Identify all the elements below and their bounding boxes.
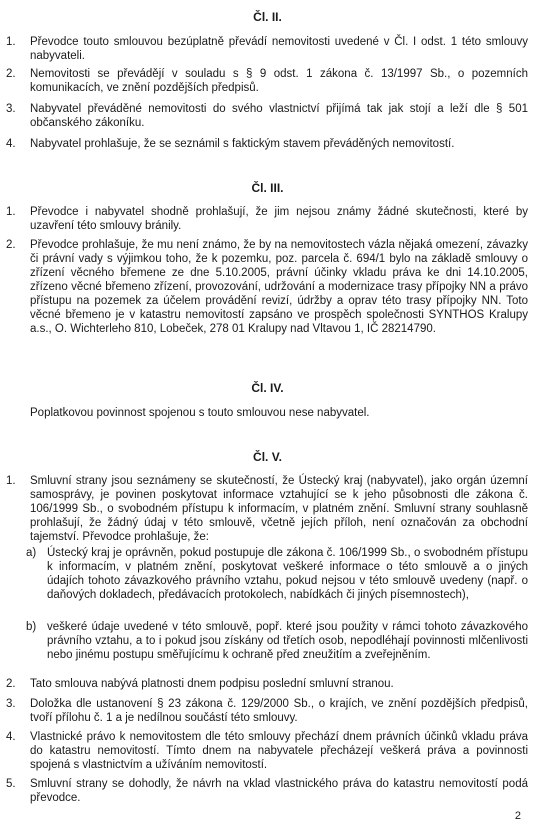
list-item — [6, 102, 528, 130]
sub-item-label: a) — [26, 547, 37, 559]
item-number: 1. — [6, 475, 16, 487]
item-text: Nemovitosti se převádějí v souladu s § 9 odst. 1 zákona č. 13/1997 Sb., o pozemních komunikacích, ve znění pozdějších předpisů. — [30, 68, 528, 94]
sub-item-text: veškeré údaje uvedené v této smlouvě, popř. které jsou použity v rámci tohoto závazkového právního vztahu, a to i pokud jsou získány od třetích osob, nepodléhají povinnosti mlčenlivosti nebo jinému postupu směřujícímu k ochraně před zneužitím a zveřejněním. — [47, 621, 528, 661]
article-heading: Čl. III. — [251, 181, 284, 195]
article-heading: Čl. II. — [253, 10, 282, 24]
list-item — [6, 205, 528, 233]
item-number: 3. — [6, 103, 16, 115]
article-heading: Čl. V. — [253, 450, 282, 464]
item-text: Nabyvatel prohlašuje, že se seznámil s faktickým stavem převáděných nemovitostí. — [30, 138, 455, 150]
item-number: 2. — [6, 678, 16, 690]
list-item — [6, 697, 528, 725]
item-number: 4. — [6, 138, 16, 150]
item-number: 4. — [6, 731, 16, 743]
page-number: 2 — [514, 810, 521, 822]
list-item — [6, 67, 528, 95]
item-text: Smluvní strany se dohodly, že návrh na vklad vlastnického práva do katastru nemovitostí podá převodce. — [30, 778, 528, 804]
item-text: Doložka dle ustanovení § 23 zákona č. 129/2000 Sb., o krajích, ve znění pozdějších předpisů, tvoří přílohu č. 1 a je nedílnou součástí této smlouvy. — [30, 698, 528, 724]
list-item — [6, 677, 528, 691]
item-number: 1. — [6, 206, 16, 218]
item-text: Nabyvatel převáděné nemovitosti do svého vlastnictví přijímá tak jak stojí a leží dle § 501 občanského zákoníku. — [30, 103, 528, 129]
item-text: Převodce prohlašuje, že mu není známo, že by na nemovitostech vázla nějaká omezení, závazky či právní vady s výjimkou toho, že k pozemku, poz. parcela č. 694/1 bylo na základě smlouvy o zřízení věcného břemene ze dne 5.10.2005, právní účinky vkladu práva ke dni 14.10.2005, zřízeno věcné břemeno zřízení, provozování, udržování a modernizace trasy přípojky NN a právo přístupu na pozemek za účelem provádění revizí, údržby a oprav této trasy přípojky NN. Toto věcné břemeno je v katastru nemovitostí zapsáno ve prospěch společnosti SYNTHOS Kralupy a.s., O. Wichterleho 810, Lobeček, 278 01 Kralupy nad Vltavou 1, IČ 28214790. — [30, 239, 528, 335]
item-text: Převodce i nabyvatel shodně prohlašují, že jim nejsou známy žádné skutečnosti, které by uzavření této smlouvy bránily. — [30, 206, 528, 232]
item-number: 5. — [6, 778, 16, 790]
item-number: 1. — [6, 36, 16, 48]
sub-item-text: Ústecký kraj je oprávněn, pokud postupuje dle zákona č. 106/1999 Sb., o svobodném přístupu k informacím, v platném znění, poskytovat veškeré informace o této smlouvě a o jiných údajích tohoto závazkového právního vztahu, pokud nejsou v této smlouvě uvedeny (např. o daňových dokladech, předávacích protokolech, nabídkách či jiných písemnostech), — [47, 547, 528, 601]
item-number: 2. — [6, 239, 16, 251]
list-item — [6, 137, 528, 151]
item-number: 3. — [6, 698, 16, 710]
list-item — [6, 474, 528, 544]
item-number: 2. — [6, 68, 16, 80]
article-heading: Čl. IV. — [251, 381, 284, 395]
paragraph: Poplatkovou povinnost spojenou s touto smlouvou nese nabyvatel. — [30, 407, 370, 419]
item-text: Vlastnické právo k nemovitostem dle této smlouvy přechází dnem právních účinků vkladu práva do katastru nemovitostí. Tímto dnem na nabyvatele přecházejí veškerá práva a povinnosti spojená s vlastnictvím a užíváním nemovitostí. — [30, 731, 528, 771]
sub-item-label: b) — [26, 621, 37, 633]
item-text: Převodce touto smlouvou bezúplatně převádí nemovitosti uvedené v Čl. I odst. 1 této smlouvy nabyvateli. — [30, 36, 528, 62]
list-item — [6, 730, 528, 772]
list-item — [6, 238, 528, 336]
item-text: Smluvní strany jsou seznámeny se skutečností, že Ústecký kraj (nabyvatel), jako orgán územní samosprávy, je povinen poskytovat informace vztahující se k jeho působnosti dle zákona č. 106/1999 Sb., o svobodném přístupu k informacím, v platném znění. Smluvní strany souhlasně prohlašují, že žádný údaj v této smlouvě, včetně jejích příloh, není označován za obchodní tajemství. Převodce prohlašuje, že: — [30, 475, 528, 543]
sub-item — [6, 546, 528, 602]
sub-item — [6, 620, 528, 662]
item-text: Tato smlouva nabývá platnosti dnem podpisu poslední smluvní stranou. — [30, 678, 394, 690]
list-item — [6, 777, 528, 805]
list-item — [6, 35, 528, 63]
